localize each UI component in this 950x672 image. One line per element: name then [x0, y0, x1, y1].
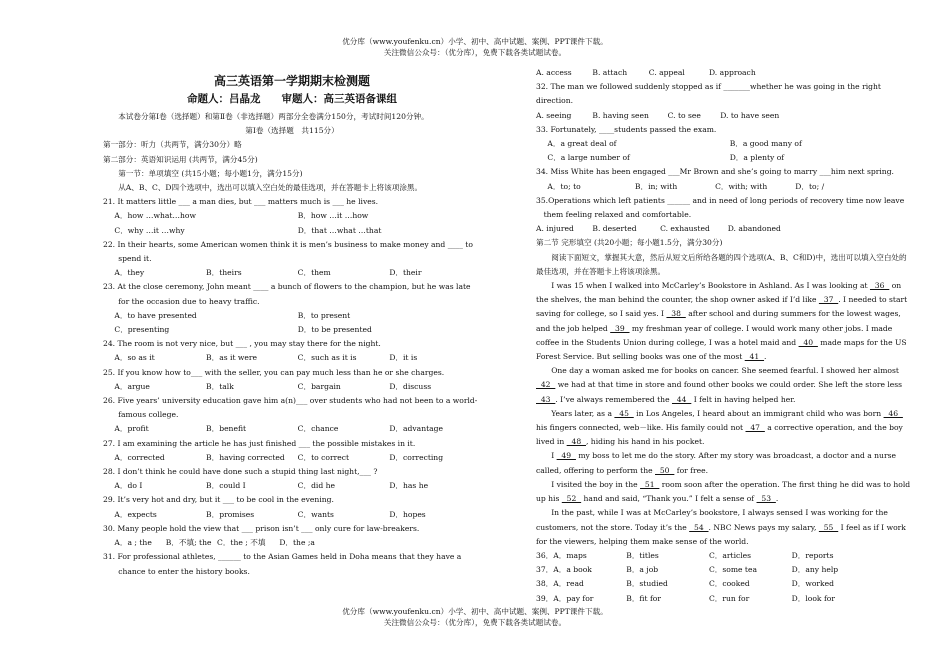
cloze-paragraph-6 [536, 506, 912, 549]
cloze-text: , hiding his hand in his pocket. [585, 437, 705, 447]
question-34: 34. Miss White has been engaged ___Mr Brown and she’s going to marry ___him next spring. [536, 167, 894, 177]
cloze-text: we had at that time in store and found other books we could order. She left the store less [555, 380, 903, 390]
cloze-blank: 54 [689, 522, 709, 532]
cloze-paragraph-3 [536, 407, 912, 450]
option: A．a great deal of [547, 139, 617, 149]
cloze-paragraph-1 [536, 279, 912, 364]
options-27 [103, 451, 481, 465]
option: C．bargain [297, 381, 341, 391]
option: A．to have presented [114, 310, 197, 320]
cloze-text: I feel as if I work for the viewers, helping them make sense of the world. [536, 522, 906, 546]
part2-heading: 第二部分：英语知识运用 (共两节，满分45分) [103, 154, 258, 164]
option: B．having corrected [206, 452, 285, 462]
option: 37．A．a book [536, 565, 592, 575]
answer-row-37 [536, 563, 912, 577]
options-21-cd [103, 224, 481, 238]
option: A．expects [114, 509, 157, 519]
cloze-text: my freshman year of college. I would work many other jobs. I made coffee in the Students Union during college, I was a hotel maid and [536, 323, 893, 347]
option: A．do I [114, 481, 143, 491]
option: B．a job [626, 565, 659, 575]
option: D. abandoned [727, 224, 781, 234]
options-34 [536, 180, 912, 194]
option: C．to correct [297, 452, 349, 462]
options-33-cd [536, 151, 912, 165]
option: C．some tea [708, 565, 758, 575]
option: B．benefit [206, 424, 247, 434]
options-30 [103, 536, 481, 550]
option: A．they [114, 268, 145, 278]
cloze-text: his fingers connected, web－like. His family could not [536, 423, 746, 433]
cloze-text: on the shelves, the man behind the counter, the shop owner asked if I’d like [536, 281, 902, 305]
cloze-blank: 48 [566, 437, 586, 447]
option: A．how …what…how [114, 211, 196, 221]
cloze-text: . NBC News pays my salary, [708, 522, 819, 532]
options-21 [103, 209, 481, 223]
cloze-blank: 41 [744, 352, 765, 362]
cloze-blank: 40 [798, 337, 818, 347]
exam-intro: 本试卷分第Ⅰ卷（选择题）和第Ⅱ卷（非选择题）两部分全卷满分150分，考试时间120分钟。 [118, 112, 429, 121]
option: D. approach [708, 68, 756, 77]
question-23: 23. At the close ceremony, John meant ____ a bunch of flowers to the champion, but he was late for the occasion due to heavy traffic. [103, 282, 471, 306]
cloze-text: after school and during summers for the lowest wages, and the job helped [536, 309, 901, 333]
cloze-blank: 42 [536, 380, 556, 390]
cloze-text: for free. [674, 465, 709, 475]
option: A．so as it [114, 353, 155, 363]
cloze-text: Years later, as a [551, 408, 615, 418]
header-line-1: 优分库（www.youfenku.cn）小学、初中、高中试题、案例、PPT课件下载。 [342, 37, 608, 46]
cloze-instruction: 阅读下面短文，掌握其大意，然后从短文后所给各题的四个选项(A、B、C和D)中，选出可以填入空白处的最佳选项，并在答题卡上将该项涂黑。 [536, 252, 907, 276]
cloze-text: In the past, while I was at McCarley’s bookstore, I always sensed I was working for the customers, not the store. Today it’s the [536, 508, 888, 532]
option: D．a plenty of [729, 153, 785, 163]
option: C．chance [297, 424, 339, 434]
cloze-blank: 39 [610, 323, 630, 333]
header-line-2: 关注微信公众号：（优分库），免费下载各类试题试卷。 [383, 48, 567, 57]
question-29: 29. It’s very hot and dry, but it ___ to be cool in the evening. [103, 495, 334, 505]
option: C．run for [708, 593, 750, 603]
option: D．it is [389, 353, 418, 363]
right-column [536, 66, 912, 606]
cloze-text: One day a woman asked me for books on cancer. She seemed fearful. I showed her almost [551, 366, 899, 376]
cloze-blank: 51 [640, 479, 660, 489]
question-28: 28. I don’t think he could have done such a stupid thing last night,___ ? [103, 467, 378, 477]
page-footer [0, 606, 950, 628]
cloze-blank: 38 [666, 309, 686, 319]
option: A．argue [114, 381, 150, 391]
cloze-blank: 36 [869, 281, 890, 291]
question-25: 25. If you know how to___ with the seller, you can pay much less than he or she charges. [103, 367, 445, 377]
cloze-text: . [764, 352, 767, 362]
volume-heading: 第Ⅰ卷（选择题 共115分） [245, 126, 339, 136]
option: C．the ; 不填 [217, 538, 266, 548]
option: B. deserted [592, 224, 637, 234]
option: D．to; / [795, 181, 825, 191]
cloze-text: I visited the boy in the [551, 479, 641, 489]
cloze-text: . [775, 494, 779, 504]
options-23 [103, 309, 481, 323]
cloze-text: I was 15 when I walked into McCarley’s Bookstore in Ashland. As I was looking at [551, 281, 870, 291]
cloze-blank: 49 [556, 451, 576, 461]
option: B．fit for [626, 593, 661, 603]
option: B．titles [626, 550, 659, 560]
cloze-blank: 47 [745, 423, 765, 433]
options-26 [103, 422, 481, 436]
question-21: 21. It matters little ___ a man dies, but ___ matters much is ___ he lives. [103, 197, 379, 207]
option: B．how …it …how [297, 211, 369, 221]
option: D．correcting [389, 452, 444, 462]
section1-instruction: 从A、B、C、D四个选项中，选出可以填入空白处的最佳选项，并在答题卡上将该项涂黑。 [118, 183, 423, 193]
option: A．a ; the [114, 538, 152, 548]
question-30: 30. Many people hold the view that ___ prison isn’t ___ only cure for law-breakers. [103, 523, 420, 533]
question-27: 27. I am examining the article he has just finished ___ the possible mistakes in it. [103, 438, 416, 448]
option: B．to present [297, 310, 351, 320]
footer-line-2: 关注微信公众号：（优分库），免费下载各类试题试卷。 [383, 618, 567, 627]
option: D．worked [791, 579, 835, 589]
cloze-blank: 45 [614, 408, 634, 418]
option: C．them [297, 268, 331, 278]
question-35: 35.Operations which left patients ______ and in need of long periods of recovery time now leave them feeling relaxed and comfortable. [536, 195, 905, 220]
option: D．look for [791, 593, 835, 603]
left-column [103, 70, 481, 579]
option: D．that …what …that [297, 225, 382, 235]
cloze-paragraph-2 [536, 364, 912, 407]
cloze-text: . I needed to start saving for college, so I said yes. I [536, 295, 908, 319]
option: C．articles [708, 550, 752, 560]
cloze-text: in Los Angeles, I heard about an immigrant child who was born [633, 408, 884, 418]
option: A. access [536, 68, 572, 77]
cloze-text: hand and said, “Thank you.” I felt a sense of [581, 494, 757, 504]
option: C．cooked [708, 579, 750, 589]
option: C. exhausted [660, 224, 710, 234]
answer-row-38 [536, 577, 912, 591]
option: C. to see [667, 110, 701, 120]
question-24: 24. The room is not very nice, but ___ , you may stay there for the night. [103, 339, 381, 349]
option: C．wants [297, 509, 334, 519]
cloze-blank: 55 [818, 522, 839, 532]
option: D．reports [791, 550, 834, 560]
cloze-text: made maps for the US Forest Service. But selling books was one of the most [536, 337, 907, 362]
cloze-text: I [551, 451, 557, 461]
option: B. attach [592, 68, 628, 77]
cloze-text: . I’ve always remembered the [555, 394, 672, 404]
options-23-cd [103, 323, 481, 337]
option: B．talk [206, 381, 234, 391]
answer-row-36 [536, 549, 912, 563]
option: D. to have seen [720, 110, 780, 120]
answer-row-39 [536, 592, 912, 606]
cloze-text: room soon after the operation. The first thing he did was to hold up his [536, 479, 911, 504]
cloze-text: my boss to let me do the story. After my story was broadcast, a doctor and a nurse called, offering to perform the [536, 451, 896, 475]
option: 38．A．read [536, 579, 584, 589]
option: B．promises [206, 509, 255, 519]
option: 36．A．maps [536, 550, 587, 560]
question-22: 22. In their hearts, some American women think it is men’s business to make money and ____ to spend it. [103, 239, 473, 264]
option: D．has he [389, 481, 429, 491]
option: B．in; with [634, 181, 678, 191]
options-24 [103, 351, 481, 365]
options-31 [536, 66, 912, 80]
cloze-blank: 37 [818, 295, 839, 305]
option: C. appeal [648, 68, 685, 77]
cloze-blank: 44 [671, 394, 692, 404]
option: C．such as it is [297, 353, 357, 363]
option: C．did he [297, 481, 336, 491]
option: A．corrected [114, 452, 165, 462]
option: B．theirs [206, 268, 242, 278]
option: D．to be presented [297, 325, 372, 335]
cloze-blank: 53 [756, 494, 776, 504]
cloze-paragraph-5 [536, 478, 912, 506]
cloze-blank: 46 [883, 408, 903, 418]
options-29 [103, 508, 481, 522]
option: A. seeing [536, 110, 572, 120]
exam-title: 高三英语第一学期期末检测题 [213, 74, 370, 88]
options-22 [103, 266, 481, 280]
cloze-blank: 50 [655, 465, 675, 475]
option: A. injured [536, 224, 574, 234]
option: B．a good many of [729, 139, 802, 149]
option: B．could I [206, 481, 246, 491]
options-32 [536, 109, 912, 123]
option: B．as it were [206, 353, 258, 363]
option: C．why …it …why [114, 225, 185, 235]
section1-heading: 第一节：单项填空 (共15小题；每小题1分，满分15分) [118, 168, 303, 178]
option: B．studied [626, 579, 668, 589]
question-31: 31. For professional athletes, ______ to the Asian Games held in Doha means that they have a chance to enter the history books. [103, 552, 462, 576]
option: D．any help [791, 565, 839, 575]
option: 39．A．pay for [536, 593, 594, 603]
authors-line: 命题人：吕晶龙 审题人：高三英语备课组 [187, 93, 397, 105]
option: B. having seen [592, 110, 649, 120]
cloze-paragraph-4 [536, 449, 912, 477]
option: C．a large number of [547, 153, 630, 163]
cloze-blank: 43 [536, 394, 556, 404]
option: C．with; with [715, 181, 768, 191]
section2-heading: 第二节 完形填空 (共20小题；每小题1.5分，满分30分) [536, 238, 723, 248]
cloze-blank: 52 [561, 494, 582, 504]
option: D．their [389, 268, 422, 278]
options-28 [103, 479, 481, 493]
option: D．hopes [389, 509, 426, 519]
options-25 [103, 380, 481, 394]
cloze-text: a corrective operation, and the boy lived in [536, 423, 903, 447]
options-33 [536, 137, 912, 151]
cloze-text: I felt in having helped her. [691, 394, 796, 404]
option: D．the ;a [279, 538, 315, 548]
question-33: 33. Fortunately, ____students passed the exam. [536, 124, 717, 134]
question-32: 32. The man we followed suddenly stopped as if _______whether he was going in the right direction. [536, 82, 881, 106]
footer-line-1: 优分库（www.youfenku.cn）小学、初中、高中试题、案例、PPT课件下载。 [342, 607, 608, 616]
question-26: 26. Five years’ university education gave him a(n)___ over students who had not been to a world-famous college. [103, 396, 478, 420]
page-header [0, 36, 950, 58]
option: A．to; to [547, 181, 581, 191]
option: A．profit [114, 424, 149, 434]
option: D．advantage [389, 424, 444, 434]
part1-heading: 第一部分：听力（共两节，满分30分）略 [103, 140, 242, 150]
option: C．presenting [114, 325, 170, 335]
option: B．不填; the [165, 538, 212, 548]
option: D．discuss [389, 381, 432, 391]
options-35 [536, 222, 912, 236]
